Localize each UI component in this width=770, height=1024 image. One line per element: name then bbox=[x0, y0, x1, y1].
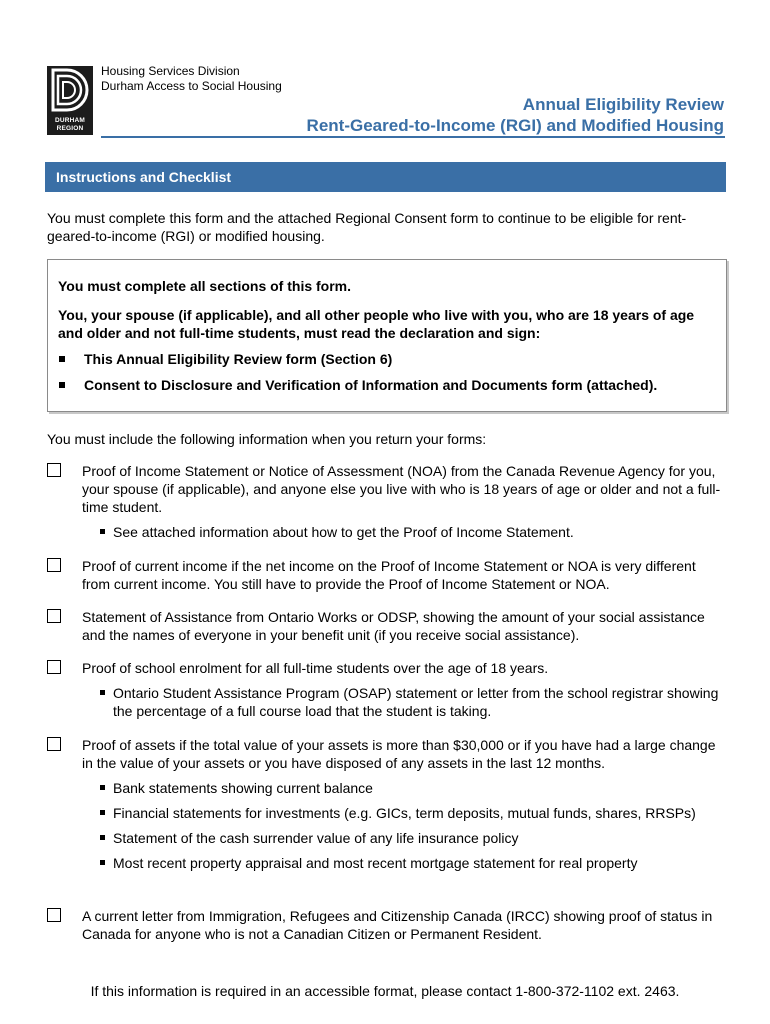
checklist-subitem bbox=[100, 829, 727, 847]
bullet-icon bbox=[100, 690, 105, 695]
checklist-item bbox=[47, 736, 727, 872]
checkbox[interactable] bbox=[47, 660, 61, 674]
checklist-item-text: Proof of Income Statement or Notice of Assessment (NOA) from the Canada Revenue Agency for you, your spouse (if applicable), and anyone else you live with who is 18 years of age or older and not a full-time student. bbox=[82, 463, 721, 515]
checklist-item-text: Proof of school enrolment for all full-time students over the age of 18 years. bbox=[82, 660, 549, 676]
bullet-icon bbox=[59, 356, 65, 362]
organization-info bbox=[101, 64, 282, 94]
notice-item-text: Consent to Disclosure and Verification of Information and Documents form (attached). bbox=[84, 377, 658, 393]
bullet-icon bbox=[100, 810, 105, 815]
title-divider bbox=[101, 136, 725, 138]
checklist-item bbox=[47, 659, 727, 720]
notice-box bbox=[47, 259, 727, 412]
bullet-icon bbox=[59, 382, 65, 388]
checklist-subitem-text: Statement of the cash surrender value of any life insurance policy bbox=[113, 830, 519, 846]
checklist-item-text: Proof of assets if the total value of your assets is more than $30,000 or if you have had a large change in the value of your assets or you have disposed of any assets in the last 12 months. bbox=[82, 737, 716, 771]
checkbox[interactable] bbox=[47, 558, 61, 572]
checklist-subitem bbox=[100, 684, 727, 720]
notice-list bbox=[58, 350, 716, 394]
durham-region-logo bbox=[47, 66, 93, 135]
checklist-item-text: Proof of current income if the net income on the Proof of Income Statement or NOA is very different from current income. You still have to provide the Proof of Income Statement or NOA. bbox=[82, 558, 696, 592]
accessibility-footer: If this information is required in an accessible format, please contact 1-800-372-1102 ext. 2463. bbox=[90, 983, 680, 999]
bullet-icon bbox=[100, 860, 105, 865]
checklist-subitem bbox=[100, 779, 727, 797]
form-title: Annual Eligibility Review bbox=[522, 95, 724, 114]
checklist-subitem-text: Bank statements showing current balance bbox=[113, 780, 373, 796]
checklist-subitem-text: See attached information about how to get the Proof of Income Statement. bbox=[113, 524, 574, 540]
checklist-subitem bbox=[100, 804, 727, 822]
checklist-item-text: Statement of Assistance from Ontario Works or ODSP, showing the amount of your social assistance and the names of everyone in your benefit unit (if you receive social assistance). bbox=[82, 609, 705, 643]
checklist-item-text: A current letter from Immigration, Refugees and Citizenship Canada (IRCC) showing proof of status in Canada for anyone who is not a Canadian Citizen or Permanent Resident. bbox=[82, 908, 713, 942]
checklist-item bbox=[47, 557, 727, 593]
form-subtitle: Rent-Geared-to-Income (RGI) and Modified Housing bbox=[306, 116, 724, 135]
checkbox[interactable] bbox=[47, 609, 61, 623]
notice-line-1: You must complete all sections of this form. bbox=[58, 278, 352, 294]
durham-d-icon bbox=[47, 66, 93, 114]
checkbox[interactable] bbox=[47, 908, 61, 922]
section-banner: Instructions and Checklist bbox=[45, 162, 726, 192]
notice-item-text: This Annual Eligibility Review form (Section 6) bbox=[84, 351, 393, 367]
bullet-icon bbox=[100, 529, 105, 534]
checkbox[interactable] bbox=[47, 463, 61, 477]
logo-text-durham: DURHAM bbox=[54, 117, 86, 124]
checklist-item bbox=[47, 462, 727, 541]
notice-item bbox=[58, 350, 716, 368]
checklist-subitem-text: Financial statements for investments (e.g. GICs, term deposits, mutual funds, shares, RRSPs) bbox=[113, 805, 696, 821]
include-heading: You must include the following information when you return your forms: bbox=[47, 431, 487, 447]
bullet-icon bbox=[100, 835, 105, 840]
bullet-icon bbox=[100, 785, 105, 790]
checklist-item bbox=[47, 907, 727, 943]
department-name: Durham Access to Social Housing bbox=[101, 79, 282, 93]
checklist-subitem bbox=[100, 523, 727, 541]
checklist-item bbox=[47, 608, 727, 644]
notice-line-2: You, your spouse (if applicable), and all other people who live with you, who are 18 years of age and older and not full-time students, must read the declaration and sign: bbox=[58, 307, 695, 341]
logo-text-region: REGION bbox=[56, 124, 84, 132]
checklist-subitem-text: Ontario Student Assistance Program (OSAP) statement or letter from the school registrar showing the percentage of a full course load that the student is taking. bbox=[113, 685, 719, 719]
intro-paragraph: You must complete this form and the attached Regional Consent form to continue to be eligible for rent-geared-to-income (RGI) or modified housing. bbox=[47, 210, 687, 244]
division-name: Housing Services Division bbox=[101, 64, 240, 78]
checklist-subitem-text: Most recent property appraisal and most recent mortgage statement for real property bbox=[113, 855, 638, 871]
notice-item bbox=[58, 376, 716, 394]
checkbox[interactable] bbox=[47, 737, 61, 751]
checklist-subitem bbox=[100, 854, 727, 872]
form-title-block bbox=[307, 94, 724, 136]
